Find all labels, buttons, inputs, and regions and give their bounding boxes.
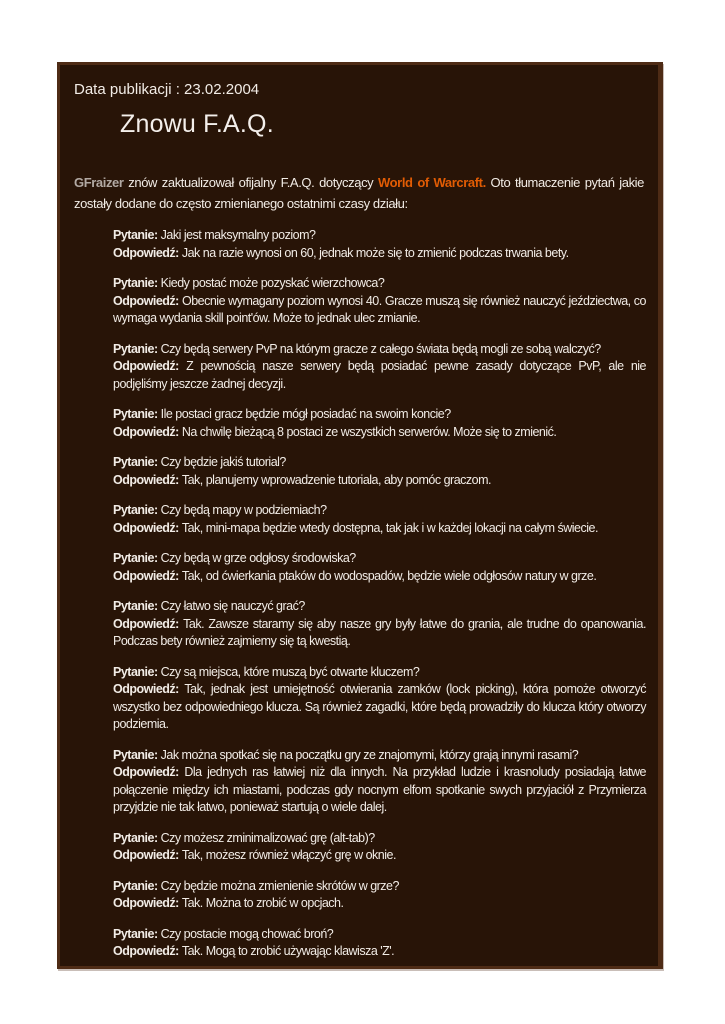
question-text: Ile postaci gracz będzie mógł posiadać na swoim koncie?: [160, 407, 451, 421]
qa-block: [113, 406, 646, 441]
intro-text-after: Oto tłumaczenie pytań jakie zostały dodane do często zmienianego ostatnimi czasy działu:: [74, 175, 644, 211]
question-text: Czy łatwo się nauczyć grać?: [160, 599, 305, 613]
qa-answer: [113, 568, 646, 586]
qa-question: [113, 926, 646, 944]
article-panel: [57, 62, 663, 969]
answer-label: Odpowiedź:: [113, 848, 179, 862]
question-label: Pytanie:: [113, 878, 158, 893]
question-text: Czy postacie mogą chować broń?: [160, 926, 334, 941]
intro-paragraph: [74, 172, 644, 214]
qa-answer: [113, 895, 646, 913]
qa-answer: [113, 681, 646, 734]
publication-date: Data publikacji : 23.02.2004: [74, 81, 260, 98]
qa-answer: [113, 293, 646, 328]
answer-text: Obecnie wymagany poziom wynosi 40. Gracze muszą się również nauczyć jeździectwa, co wymaga wydania skill point'ów. Może to jednak ulec zmianie.: [113, 293, 646, 325]
qa-block: [113, 598, 646, 651]
answer-label: Odpowiedź:: [113, 616, 179, 631]
qa-question: [113, 830, 646, 848]
answer-text: Z pewnością nasze serwery będą posiadać pewne zasady dotyczące PvP, ale nie podjęliśmy jeszcze żadnej decyzji.: [113, 359, 646, 391]
qa-block: [113, 502, 646, 537]
question-label: Pytanie:: [113, 664, 158, 679]
qa-answer: [113, 245, 646, 263]
qa-question: [113, 341, 646, 359]
qa-question: [113, 227, 646, 245]
qa-block: [113, 454, 646, 489]
qa-answer: [113, 943, 646, 961]
qa-question: [113, 502, 646, 520]
answer-text: Tak, mini-mapa będzie wtedy dostępna, tak jak i w każdej lokacji na całym świecie.: [181, 520, 598, 535]
question-text: Czy będzie jakiś tutorial?: [160, 455, 286, 469]
qa-block: [113, 664, 646, 734]
qa-answer: [113, 358, 646, 393]
question-label: Pytanie:: [113, 926, 158, 941]
question-label: Pytanie:: [113, 407, 158, 421]
qa-answer: [113, 764, 646, 817]
qa-block: [113, 550, 646, 585]
author-link[interactable]: GFraizer: [74, 175, 124, 190]
qa-question: [113, 550, 646, 568]
question-text: Czy będą w grze odgłosy środowiska?: [160, 551, 356, 565]
answer-label: Odpowiedź:: [113, 944, 179, 958]
answer-text: Tak, od ćwierkania ptaków do wodospadów, będzie wiele odgłosów natury w grze.: [181, 568, 597, 583]
question-text: Kiedy postać może pozyskać wierzchowca?: [160, 276, 385, 290]
world-of-warcraft-link[interactable]: World of Warcraft.: [378, 175, 486, 190]
answer-text: Tak. Można to zrobić w opcjach.: [181, 896, 344, 910]
question-label: Pytanie:: [113, 341, 158, 356]
qa-block: [113, 878, 646, 913]
question-text: Czy będą serwery PvP na którym gracze z całego świata będą mogli ze sobą walczyć?: [160, 341, 601, 356]
answer-text: Dla jednych ras łatwiej niż dla innych. Na przykład ludzie i krasnoludy posiadają łatwe połączenie między ich miastami, podczas gdy nocnym elfom spotkanie swych przyjaciół z Przymierza przyjdzie nie tak łatwo, ponieważ startują o wiele dalej.: [113, 765, 646, 814]
answer-label: Odpowiedź:: [113, 765, 179, 779]
question-label: Pytanie:: [113, 830, 158, 845]
question-text: Czy są miejsca, które muszą być otwarte kluczem?: [160, 664, 420, 679]
answer-label: Odpowiedź:: [113, 682, 179, 696]
answer-label: Odpowiedź:: [113, 424, 179, 439]
qa-block: [113, 926, 646, 961]
question-text: Jak można spotkać się na początku gry ze znajomymi, którzy grają innymi rasami?: [160, 747, 579, 762]
qa-answer: [113, 424, 646, 442]
question-label: Pytanie:: [113, 455, 158, 469]
answer-text: Tak. Zawsze staramy się aby nasze gry były łatwe do grania, ale trudne do opanowania. Podczas bety również zajmiemy się tą kwestią.: [113, 616, 646, 648]
answer-label: Odpowiedź:: [113, 520, 179, 535]
qa-block: [113, 227, 646, 262]
answer-text: Jak na razie wynosi on 60, jednak może się to zmienić podczas trwania bety.: [181, 245, 569, 260]
faq-list: [113, 227, 646, 961]
answer-text: Na chwilę bieżącą 8 postaci ze wszystkich serwerów. Może się to zmienić.: [181, 424, 557, 439]
question-label: Pytanie:: [113, 276, 158, 290]
qa-answer: [113, 616, 646, 651]
qa-answer: [113, 472, 646, 490]
qa-question: [113, 664, 646, 682]
answer-label: Odpowiedź:: [113, 359, 179, 373]
qa-question: [113, 598, 646, 616]
answer-text: Tak, możesz również włączyć grę w oknie.: [181, 848, 396, 862]
qa-question: [113, 406, 646, 424]
question-label: Pytanie:: [113, 599, 158, 613]
question-label: Pytanie:: [113, 228, 158, 242]
answer-label: Odpowiedź:: [113, 896, 179, 910]
qa-block: [113, 275, 646, 328]
question-text: Jaki jest maksymalny poziom?: [160, 228, 316, 242]
page-title: Znowu F.A.Q.: [120, 110, 274, 138]
answer-label: Odpowiedź:: [113, 568, 179, 583]
qa-question: [113, 275, 646, 293]
answer-text: Tak, jednak jest umiejętność otwierania zamków (lock picking), która pomoże otworzyć wszystko bez odpowiedniego klucza. Są również zagadki, które będą prowadziły do klucza który otworzy podziemia.: [113, 682, 646, 731]
question-label: Pytanie:: [113, 747, 158, 762]
qa-answer: [113, 847, 646, 865]
qa-question: [113, 454, 646, 472]
question-label: Pytanie:: [113, 503, 158, 517]
question-text: Czy będą mapy w podziemiach?: [160, 503, 327, 517]
qa-answer: [113, 520, 646, 538]
qa-question: [113, 878, 646, 896]
answer-text: Tak. Mogą to zrobić używając klawisza 'Z'.: [181, 944, 395, 958]
question-text: Czy będzie można zmienienie skrótów w grze?: [160, 878, 399, 893]
qa-block: [113, 341, 646, 394]
qa-question: [113, 747, 646, 765]
question-text: Czy możesz zminimalizować grę (alt-tab)?: [160, 830, 375, 845]
qa-block: [113, 830, 646, 865]
answer-label: Odpowiedź:: [113, 472, 179, 487]
intro-text-before: znów zaktualizował ofijalny F.A.Q. dotyczący: [123, 175, 378, 190]
answer-text: Tak, planujemy wprowadzenie tutoriala, aby pomóc graczom.: [181, 472, 491, 487]
answer-label: Odpowiedź:: [113, 293, 179, 308]
answer-label: Odpowiedź:: [113, 245, 179, 260]
qa-block: [113, 747, 646, 817]
question-label: Pytanie:: [113, 551, 158, 565]
